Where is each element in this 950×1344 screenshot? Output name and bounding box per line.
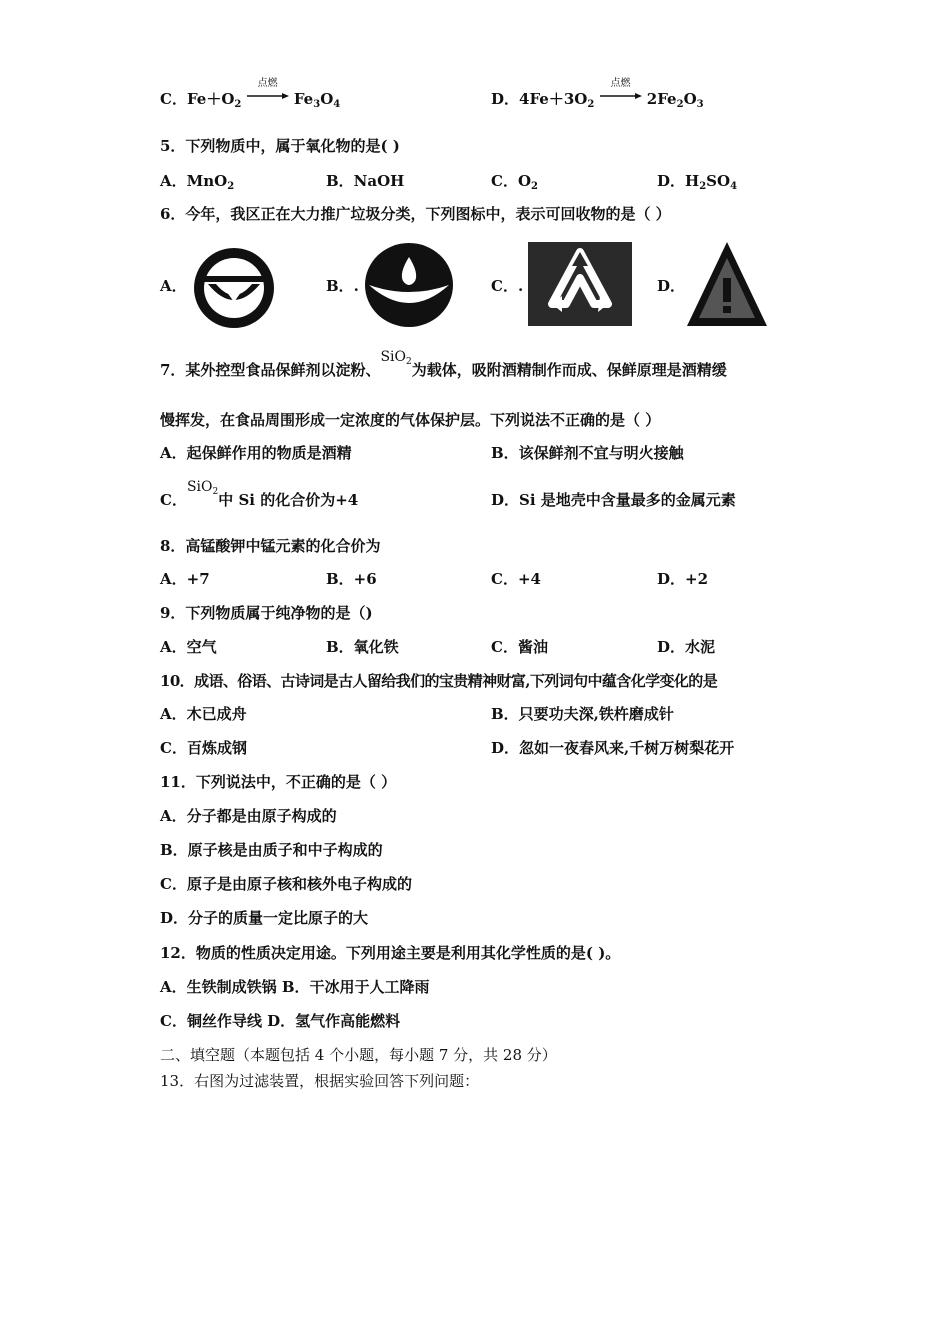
arrow-icon: [600, 92, 642, 100]
q8-option-c: C．+4: [491, 570, 541, 588]
q11-option-d: D．分子的质量一定比原子的大: [160, 909, 369, 927]
q7-stem-cont: 慢挥发，在食品周围形成一定浓度的气体保护层。下列说法不正确的是（ ）: [160, 411, 661, 429]
q5-option-b: B．NaOH: [326, 172, 405, 190]
q11-option-c: C．原子是由原子核和核外电子构成的: [160, 875, 412, 893]
q12-options-ab: A．生铁制成铁锅 B．干冰用于人工降雨: [160, 978, 430, 996]
q5-stem: 5．下列物质中，属于氧化物的是( ): [160, 137, 400, 155]
q12-stem: 12．物质的性质决定用途。下列用途主要是利用其化学性质的是( )。: [160, 944, 621, 962]
q13-stem: 13．右图为过滤装置，根据实验回答下列问题：: [160, 1072, 480, 1090]
q6-option-c: C．.: [491, 277, 524, 295]
q8-option-d: D．+2: [657, 570, 709, 588]
q12-options-cd: C．铜丝作导线 D．氢气作高能燃料: [160, 1012, 401, 1030]
q9-stem: 9．下列物质属于纯净物的是（): [160, 604, 373, 622]
kitchen-waste-icon: [363, 241, 455, 333]
q10-option-a: A．木已成舟: [160, 705, 247, 723]
q6-option-b: B．.: [326, 277, 359, 295]
q9-option-b: B．氧化铁: [326, 638, 399, 656]
q5-option-c: C．$O_2$: [491, 172, 538, 192]
arrow-icon: [247, 92, 289, 100]
q5-option-d: D．$H_2SO_4$: [657, 172, 738, 192]
q10-option-c: C．百炼成钢: [160, 739, 247, 757]
sio2-formula: SiO$_2$: [380, 349, 412, 367]
q6-option-a: A．: [160, 277, 187, 295]
q11-stem: 11．下列说法中，不正确的是（ ）: [160, 773, 397, 791]
q4-option-c: C．$Fe+O_2$ 点燃 $Fe_3O_4$: [160, 78, 341, 110]
q11-option-b: B．原子核是由质子和中子构成的: [160, 841, 383, 859]
q9-option-d: D．水泥: [657, 638, 716, 656]
q7-option-a: A．起保鲜作用的物质是酒精: [160, 444, 352, 462]
q8-option-b: B．+6: [326, 570, 377, 588]
q6-stem: 6．今年，我区正在大力推广垃圾分类，下列图标中，表示可回收物的是（ ）: [160, 205, 671, 223]
q7-option-c: C．SiO$_2$中 Si 的化合价为+4: [160, 479, 359, 509]
reaction-arrow: 点燃: [247, 90, 289, 110]
q8-stem: 8．高锰酸钾中锰元素的化合价为: [160, 537, 381, 555]
q10-option-b: B．只要功夫深,铁杵磨成针: [491, 705, 674, 723]
q9-option-a: A．空气: [160, 638, 217, 656]
q9-option-c: C．酱油: [491, 638, 548, 656]
recyclable-icon: [528, 242, 632, 330]
q4-option-d: D．$4Fe+3O_2$ 点燃 $2Fe_2O_3$: [491, 78, 704, 110]
reaction-arrow: 点燃: [600, 90, 642, 110]
q7-stem: 7．某外控型食品保鲜剂以淀粉、SiO$_2$为载体，吸附酒精制作而成、保鲜原理是酒精缓: [160, 349, 727, 379]
sio2-formula: SiO$_2$: [186, 479, 219, 497]
q11-option-a: A．分子都是由原子构成的: [160, 807, 337, 825]
warning-triangle-icon: [685, 240, 769, 332]
q6-option-d: D．: [657, 277, 686, 295]
hazardous-waste-icon: [190, 244, 278, 336]
section-title: 二、填空题（本题包括 4 个小题，每小题 7 分，共 28 分）: [160, 1046, 557, 1064]
q7-option-b: B．该保鲜剂不宜与明火接触: [491, 444, 684, 462]
q5-option-a: A．MnO$_2$: [160, 172, 235, 192]
q10-stem: 10．成语、俗语、古诗词是古人留给我们的宝贵精神财富,下列词句中蕴含化学变化的是: [160, 672, 718, 690]
q8-option-a: A．+7: [160, 570, 210, 588]
q10-option-d: D．忽如一夜春风来,千树万树梨花开: [491, 739, 735, 757]
q7-option-d: D．Si 是地壳中含量最多的金属元素: [491, 491, 736, 509]
